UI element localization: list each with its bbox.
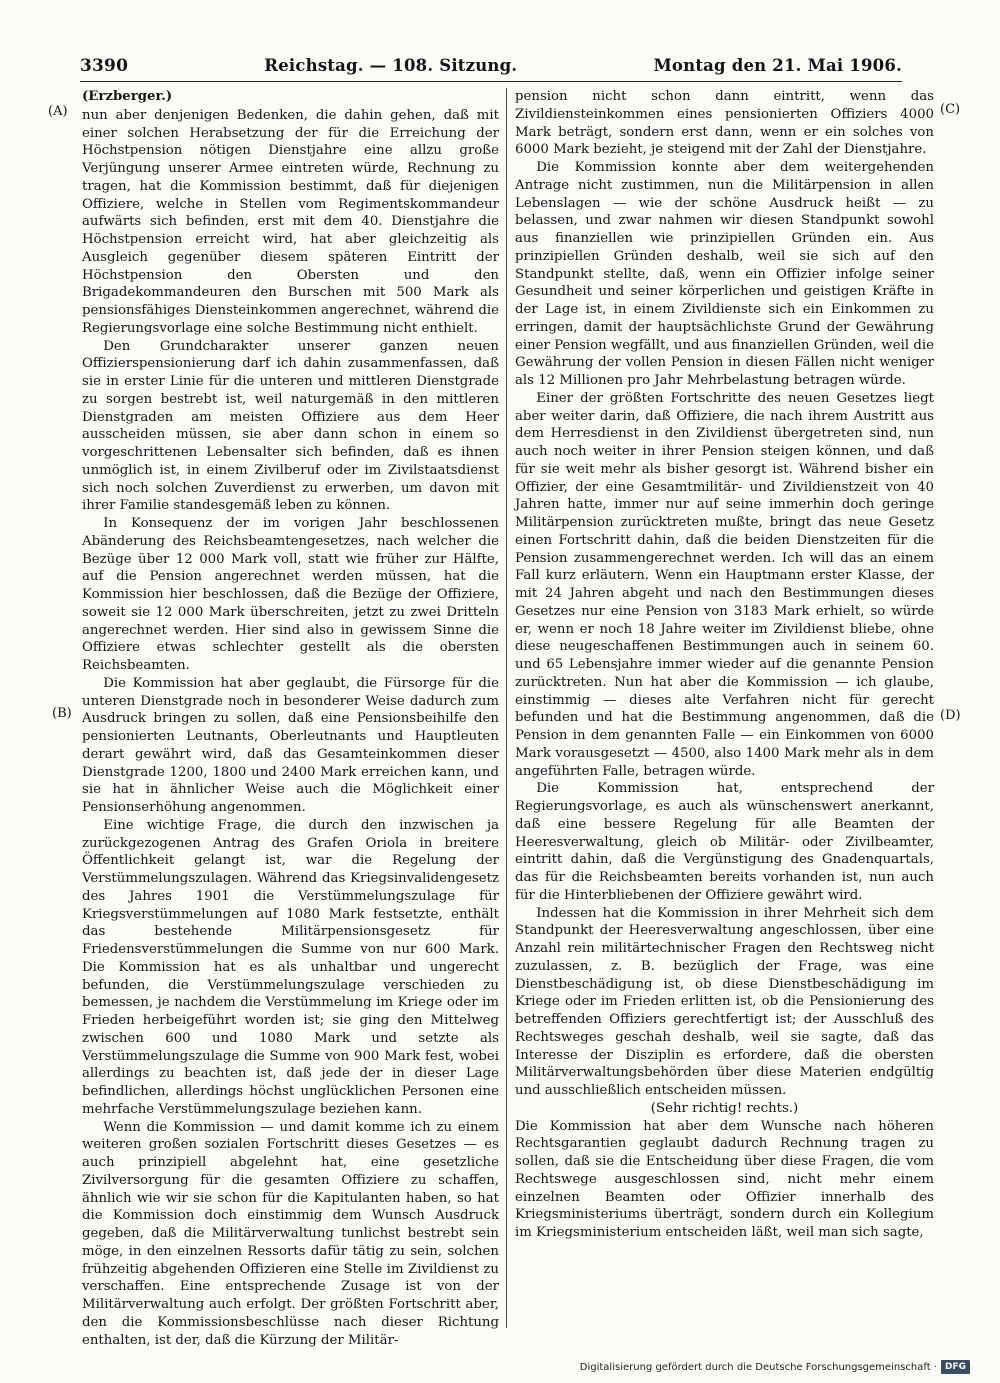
paragraph: Die Kommission konnte aber dem weitergehenden Antrage nicht zustimmen, nun die Militärpension in allen Lebenslagen — wie der schöne Ausdruck heißt — zu belassen, und zwar nahmen wir diesen Standpunkt sowohl aus finanziellen wie prinzipiellen Gründen ein. Aus prinzipiellen Gründen deshalb, weil sie sich auf den Standpunkt stellte, daß, wenn ein Offizier infolge seiner Gesundheit und seiner körperlichen und geistigen Kräfte in der Lage ist, in einem Zivildienste sich ein Einkommen zu erringen, damit der hauptsächlichste Grund der Gewährung einer Pension wegfällt, und aus finanziellen Gründen, weil die Gewährung der vollen Pension in diesen Fällen nicht weniger als 12 Millionen pro Jahr Mehrbelastung betragen würde.: [515, 160, 934, 388]
paragraph: Einer der größten Fortschritte des neuen Gesetzes liegt aber weiter darin, daß Offiziere, die nach ihrem Austritt aus dem Herresdienst in den Zivildienst übergetreten sind, nun auch noch weiter in ihrer Pension steigen können, und daß für sie weit mehr als bisher gesorgt ist. Während bisher ein Offizier, der eine Gesamtmilitär- und Zivildienstzeit von 40 Jahren hatte, immer nur auf seine immerhin doch geringe Militärpension zurücktreten mußte, bringt das neue Gesetz einen Fortschritt dahin, daß die beiden Dienstzeiten für die Pension zusammengerechnet werden. Ich will das an einem Fall kurz erläutern. Wenn ein Hauptmann erster Klasse, der mit 24 Jahren abgeht und nach den Bestimmungen dieses Gesetzes nur eine Pension von 3183 Mark erhielt, so würde er, wenn er noch 18 Jahre weiter im Zivildienst bliebe, ohne diese neugeschaffenen Bestimmungen auch in seinem 60. und 65 Lebensjahre immer wieder auf die genannte Pension zurücktreten. Nun hat aber die Kommission — ich glaube, einstimmig — dieses alte Verfahren nicht für gerecht befunden und hat die Bestimmung angenommen, daß die Pension in dem genannten Falle — ein Einkommen von 6000 Mark vorausgesetzt — 4500, also 1400 Mark mehr als in dem angeführten Falle, betragen würde.: [515, 390, 934, 779]
margin-mark-c: (C): [940, 102, 961, 117]
left-column: [82, 88, 499, 1348]
interjection: (Sehr richtig! rechts.): [650, 1100, 799, 1116]
margin-mark-a: (A): [48, 104, 68, 119]
paragraph: pension nicht schon dann eintritt, wenn das Zivildiensteinkommen eines pensionierten Offiziers 4000 Mark beträgt, sondern erst dann, wenn er ein solches von 6000 Mark bezieht, je steigend mit der Zahl der Dienstjahre.: [515, 89, 934, 158]
margin-mark-d: (D): [940, 708, 961, 723]
paragraph: Die Kommission hat aber dem Wunsche nach höheren Rechtsgarantien geglaubt dadurch Rechnung tragen zu sollen, daß sie die Entscheidung über diese Fragen, die vom Rechtswege ausgeschlossen sind, nicht mehr einem einzelnen Beamten oder Offizier innerhalb des Kriegsministeriums überträgt, sondern durch ein Kollegium im Kriegsministerium entscheiden läßt, weil man sich sagte,: [515, 1118, 934, 1240]
paragraph: Die Kommission hat, entsprechend der Regierungsvorlage, es auch als wünschenswert anerkannt, daß eine bessere Regelung für alle Beamten der Heeresverwaltung, gleich ob Militär- oder Zivilbeamter, eintritt dahin, daß die Vergünstigung des Gnadenquartals, das für die Reichsbeamten bereits vorhanden ist, nun auch für die Hinterbliebenen der Offiziere gewährt wird.: [515, 781, 934, 903]
paragraph: Indessen hat die Kommission in ihrer Mehrheit sich dem Standpunkt der Heeresverwaltung angeschlossen, über eine Anzahl rein militärtechnischer Fragen den Rechtsweg nicht zuzulassen, z. B. bezüglich der Frage, was eine Dienstbeschädigung ist, ob diese Dienstbeschädigung im Kriege oder im Frieden erlitten ist, ob die Pensionierung des betreffenden Offiziers gerechtfertigt ist; der Ausschluß des Rechtsweges geschah deshalb, weil sie sagte, daß das Interesse der Disziplin es erfordere, daß die obersten Militärverwaltungsbehörden über diese Materien endgültig und ausschließlich entscheiden müssen.: [515, 905, 934, 1098]
paragraph: Den Grundcharakter unserer ganzen neuen Offizierspensionierung darf ich dahin zusammenfassen, daß sie in erster Linie für die unteren und mittleren Dienstgrade zu sorgen bestrebt ist, weil naturgemäß in den mittleren Dienstgraden am meisten Offiziere aus dem Heer ausscheiden müssen, sie aber dann schon in einem so vorgeschrittenen Lebensalter sich befinden, daß es ihnen unmöglich ist, in einem Zivilberuf oder im Zivilstaatsdienst sich noch solchen Zuverdienst zu erwerben, um davon mit ihrer Familie standesgemäß leben zu können.: [82, 338, 499, 514]
paragraph: Wenn die Kommission — und damit komme ich zu einem weiteren großen sozialen Fortschritt dieses Gesetzes — es auch prinzipiell abgelehnt hat, eine gesetzliche Zivilversorgung für die gesamten Offiziere zu schaffen, ähnlich wie wir sie schon für die Kapitulanten haben, so hat die Kommission doch einstimmig dem Wunsch Ausdruck gegeben, daß die Militärverwaltung tunlichst bestrebt sein möge, in den einzelnen Ressorts dafür tätig zu sein, solchen frühzeitig abgehenden Offizieren eine Stelle im Zivildienst zu verschaffen. Eine entsprechende Zusage ist von der Militärverwaltung auch erfolgt. Der größten Fortschritt aber, den die Kommissionsbeschlüsse nach dieser Richtung enthalten, ist der, daß die Kürzung der Militär-: [82, 1119, 499, 1348]
footer-text: Digitalisierung gefördert durch die Deutsche Forschungsgemeinschaft ·: [579, 1361, 937, 1373]
paragraph: In Konsequenz der im vorigen Jahr beschlossenen Abänderung des Reichsbeamtengesetzes, nach welcher die Bezüge über 12 000 Mark voll, statt wie früher zur Hälfte, auf die Pension angerechnet werden müssen, hat die Kommission hier beschlossen, daß die Bezüge der Offiziere, soweit sie 12 000 Mark überschreiten, jetzt zu zwei Dritteln angerechnet werden. Hier sind also in gewissem Sinne die Offiziere etwas schlechter gestellt als die obersten Reichsbeamten.: [82, 516, 499, 673]
footer: [580, 1358, 970, 1376]
page-number: 3390: [80, 56, 129, 76]
header-rule: [80, 81, 902, 82]
page-header: [80, 56, 902, 80]
column-divider: [506, 88, 507, 1328]
paragraph: Eine wichtige Frage, die durch den inzwischen ja zurückgezogenen Antrag des Grafen Oriola in breitere Öffentlichkeit gelangt ist, war die Regelung der Verstümmelungszulagen. Während das Kriegsinvalidengesetz des Jahres 1901 die Verstümmelungszulage für Kriegsverstümmelungen auf 1080 Mark festsetzte, enthält das bestehende Militärpensionsgesetz für Friedensverstümmelungen die Summe von nur 600 Mark. Die Kommission hat es als unhaltbar und ungerecht befunden, die Verstümmelungszulage verschieden zu bemessen, je nachdem die Verstümmelung im Kriege oder im Frieden herbeigeführt worden ist; sie ging den Mittelweg zwischen 600 und 1080 Mark und setzte als Verstümmelungszulage die Summe von 900 Mark fest, wobei allerdings zu beachten ist, daß jede der in dieser Lage befindlichen, allerdings höchst unglücklichen Personen eine mehrfache Verstümmelungszulage beziehen kann.: [82, 817, 499, 1117]
session-date: Montag den 21. Mai 1906.: [653, 56, 902, 75]
right-column: [515, 88, 934, 1338]
paragraph: nun aber denjenigen Bedenken, die dahin gehen, daß mit einer solchen Herabsetzung der für die Erreichung der Höchstpension nötigen Dienstjahre eine allzu große Verjüngung unserer Armee eintreten würde, Rechnung zu tragen, hat die Kommission bestimmt, daß für diejenigen Offiziere, welche in Stellen vom Regimentskommandeur aufwärts sich befinden, erst mit dem 40. Dienstjahre die Höchstpension erreicht wird, hat aber gleichzeitig als Ausgleich gegenüber diesem späteren Eintritt der Höchstpension den Obersten und den Brigadekommandeuren den Burschen mit 500 Mark als pensionsfähiges Diensteinkommen angerechnet, während die Regierungsvorlage eine solche Bestimmung nicht enthielt.: [82, 107, 499, 336]
paragraph: Die Kommission hat aber geglaubt, die Fürsorge für die unteren Dienstgrade noch in besonderer Weise dadurch zum Ausdruck bringen zu sollen, daß eine Pensionsbeihilfe den pensionierten Leutnants, Oberleutnants und Hauptleuten derart gewährt wird, daß das Gesamteinkommen dieser Dienstgrade 1200, 1800 und 2400 Mark erreichen kann, und sie hat in ähnlicher Weise auch die Möglichkeit einer Pensionserhöhung angenommen.: [82, 675, 499, 815]
margin-mark-b: (B): [52, 706, 72, 721]
session-title: Reichstag. — 108. Sitzung.: [264, 56, 518, 75]
dfg-logo: DFG: [941, 1360, 970, 1374]
speaker-name: (Erzberger.): [82, 89, 173, 104]
